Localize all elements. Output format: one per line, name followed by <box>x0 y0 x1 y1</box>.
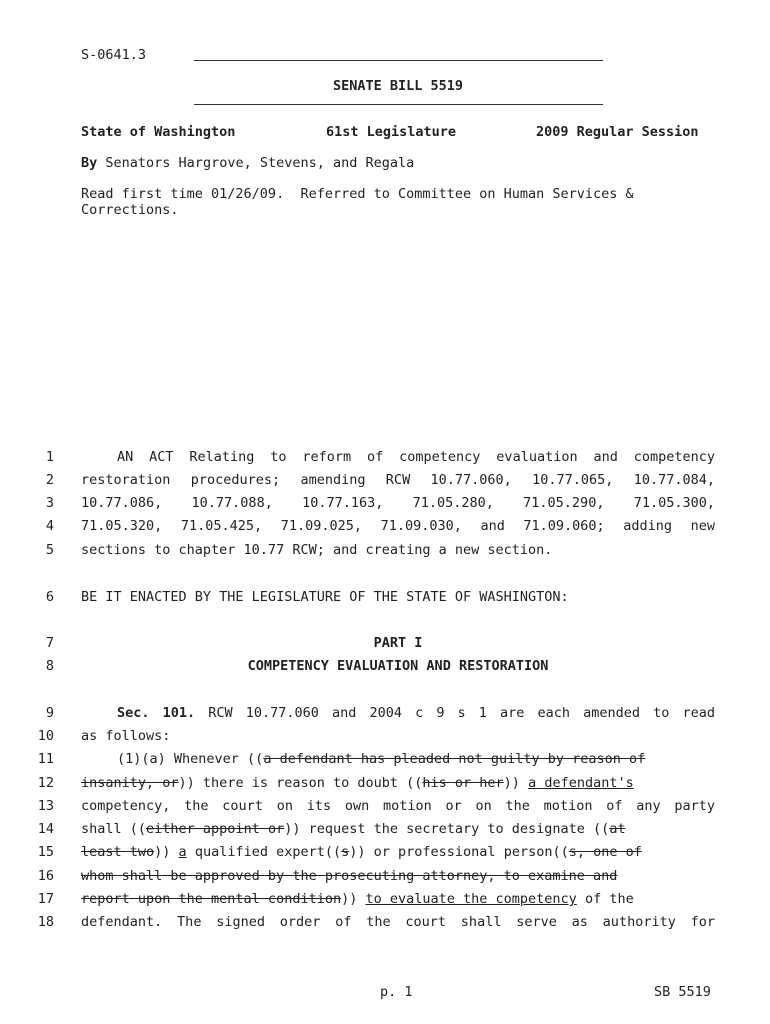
line-number: 18 <box>37 914 54 930</box>
text-span: qualified expert(( <box>186 844 342 860</box>
deleted-text: either appoint or <box>146 821 285 837</box>
body-line-5: sections to chapter 10.77 RCW; and creating a new section. <box>81 542 553 558</box>
deleted-text: s, one of <box>568 844 642 860</box>
line-number: 16 <box>37 868 54 884</box>
body-line-14 <box>81 821 715 837</box>
bill-title: SENATE BILL 5519 <box>332 78 464 94</box>
text-span: (1)(a) Whenever (( <box>117 751 264 767</box>
footer-bill-number: SB 5519 <box>654 984 711 1000</box>
deleted-text: whom shall be approved by the prosecuting attorney, to examine and <box>81 868 618 884</box>
legislature-label: 61st Legislature <box>326 124 457 140</box>
body-line-11 <box>81 751 715 767</box>
line-number: 14 <box>37 821 54 837</box>
read-first-line: Read first time 01/26/09. Referred to Committee on Human Services & <box>81 186 634 202</box>
body-line-2: restoration procedures; amending RCW 10.77.060, 10.77.065, 10.77.084, <box>81 472 715 488</box>
line-number: 17 <box>37 891 54 907</box>
deleted-text: report upon the mental condition <box>81 891 342 907</box>
line-number: 1 <box>45 449 54 465</box>
sponsors-line <box>81 155 414 171</box>
line-number: 6 <box>45 589 54 605</box>
line-number: 15 <box>37 844 54 860</box>
body-line-3: 10.77.086, 10.77.088, 10.77.163, 71.05.280, 71.05.290, 71.05.300, <box>81 495 715 511</box>
line-number: 3 <box>45 495 54 511</box>
line-number: 8 <box>45 658 54 674</box>
page-number: p. 1 <box>380 984 413 1000</box>
body-line-16 <box>81 868 715 884</box>
body-line-18: defendant. The signed order of the court shall serve as authority for <box>81 914 715 930</box>
line-number: 2 <box>45 472 54 488</box>
by-label: By <box>81 155 98 171</box>
text-span: )) <box>341 891 366 907</box>
text-span: )) there is reason to doubt (( <box>178 775 423 791</box>
body-line-10: as follows: <box>81 728 171 744</box>
body-line-13: competency, the court on its own motion or on the motion of any party <box>81 798 715 814</box>
body-line-17 <box>81 891 715 907</box>
session-label: 2009 Regular Session <box>536 124 699 140</box>
text-span: )) request the secretary to designate (( <box>284 821 610 837</box>
deleted-text: least two <box>81 844 155 860</box>
section-intro: RCW 10.77.060 and 2004 c 9 s 1 are each amended to read <box>195 705 716 721</box>
header-rule-top <box>194 60 603 61</box>
read-first-line-2: Corrections. <box>81 202 179 218</box>
deleted-text: insanity, or <box>81 775 179 791</box>
line-number: 12 <box>37 775 54 791</box>
part-title: COMPETENCY EVALUATION AND RESTORATION <box>247 658 549 674</box>
deleted-text: s <box>341 844 350 860</box>
text-span: )) or professional person(( <box>349 844 569 860</box>
section-number: Sec. 101. <box>117 705 196 721</box>
inserted-text: to evaluate the competency <box>365 891 577 907</box>
text-span: )) <box>154 844 179 860</box>
line-number: 10 <box>37 728 54 744</box>
deleted-text: a defendant has pleaded not guilty by reason of <box>263 751 646 767</box>
text-span: of the <box>576 891 634 907</box>
body-line-15 <box>81 844 715 860</box>
deleted-text: at <box>609 821 626 837</box>
line-number: 7 <box>45 635 54 651</box>
body-line-4: 71.05.320, 71.05.425, 71.09.025, 71.09.030, and 71.09.060; adding new <box>81 518 715 534</box>
part-heading: PART I <box>373 635 423 651</box>
line-number: 9 <box>45 705 54 721</box>
document-code: S-0641.3 <box>81 47 147 63</box>
sponsors: Senators Hargrove, Stevens, and Regala <box>105 155 415 171</box>
inserted-text: a defendant's <box>528 775 634 791</box>
enacting-clause: BE IT ENACTED BY THE LEGISLATURE OF THE STATE OF WASHINGTON: <box>81 589 569 605</box>
line-number: 13 <box>37 798 54 814</box>
deleted-text: his or her <box>422 775 504 791</box>
text-span: shall (( <box>81 821 147 837</box>
body-line-1: AN ACT Relating to reform of competency evaluation and competency <box>117 449 715 465</box>
inserted-text: a <box>178 844 187 860</box>
section-101-line <box>81 705 715 721</box>
line-number: 4 <box>45 518 54 534</box>
body-line-12 <box>81 775 715 791</box>
text-span: )) <box>503 775 529 791</box>
header-rule-bottom <box>194 104 603 105</box>
state-label: State of Washington <box>81 124 236 140</box>
line-number: 5 <box>45 542 54 558</box>
line-number: 11 <box>37 751 54 767</box>
